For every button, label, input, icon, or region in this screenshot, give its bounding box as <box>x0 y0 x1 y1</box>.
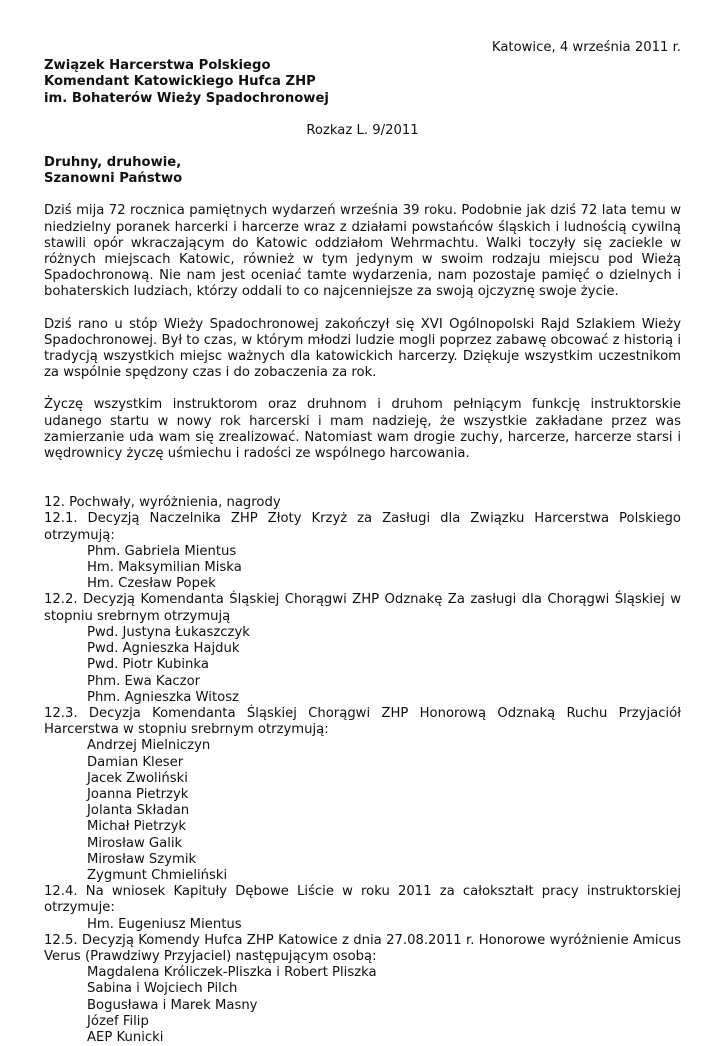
recipient-list <box>44 625 681 706</box>
award-item <box>44 592 681 705</box>
greeting-line: Druhny, druhowie, <box>44 155 182 171</box>
paragraph: Dziś mija 72 rocznica pamiętnych wydarzeń września 39 roku. Podobnie jak dziś 72 lata temu w niedzielny poranek harcerki i harcerze wraz z działami powstańców śląskich i ludnością cywilną stawili opór wkraczającym do Katowic oddziałom Wehrmachtu. Walki toczyły się zaciekle w różnych miejscach Katowic, również w tym jedynym w swoim rodzaju miejscu pod Wieżą Spadochronową. Nie nam jest oceniać tamte wydarzenia, nam pozostaje pamięć o dzielnych i bohaterskich ludziach, którzy oddali to co najcenniejsze za swoją ojczyznę swoje życie. <box>44 203 681 300</box>
recipient: Hm. Maksymilian Miska <box>87 560 242 576</box>
recipient: Phm. Gabriela Mientus <box>87 543 237 559</box>
award-text: 12.2. Decyzją Komendanta Śląskiej Chorągwi ZHP Odznakę Za zasługi dla Chorągwi Śląskiej w stopniu srebrnym otrzymują <box>44 592 681 624</box>
award-text: 12.1. Decyzją Naczelnika ZHP Złoty Krzyż za Zasługi dla Związku Harcerstwa Polskiego otrzymują: <box>44 511 681 543</box>
recipient: Phm. Agnieszka Witosz <box>87 689 239 705</box>
organization-name: Związek Harcerstwa Polskiego <box>44 58 271 74</box>
recipient: Sabina i Wojciech Pilch <box>87 981 238 997</box>
award-item <box>44 884 681 933</box>
recipient: Magdalena Króliczek-Pliszka i Robert Pliszka <box>87 965 377 981</box>
recipient: Bogusława i Marek Masny <box>87 997 258 1013</box>
recipient: Phm. Ewa Kaczor <box>87 673 201 689</box>
recipient: Zygmunt Chmieliński <box>87 867 228 883</box>
recipient: AEP Kunicki <box>87 1029 164 1045</box>
section-title: 12. Pochwały, wyróżnienia, nagrody <box>44 495 281 511</box>
award-item <box>44 933 681 1046</box>
recipient-list <box>44 544 681 593</box>
award-text: 12.3. Decyzja Komendanta Śląskiej Chorągwi ZHP Honorową Odznaką Ruchu Przyjaciół Harcerstwa w stopniu srebrnym otrzymują: <box>44 705 681 738</box>
recipient: Pwd. Justyna Łukaszczyk <box>87 624 250 640</box>
letterhead <box>44 58 681 107</box>
recipient: Michał Pietrzyk <box>87 819 187 835</box>
award-item <box>44 511 681 592</box>
recipient-list <box>44 917 681 933</box>
order-title: Rozkaz L. 9/2011 <box>306 122 419 138</box>
recipient: Andrzej Mielniczyn <box>87 738 211 754</box>
recipient: Jolanta Składan <box>87 803 190 819</box>
recipient: Jacek Zwoliński <box>87 770 188 786</box>
recipient: Pwd. Agnieszka Hajduk <box>87 641 240 657</box>
recipient: Pwd. Piotr Kubinka <box>87 657 209 673</box>
award-text: 12.5. Decyzją Komendy Hufca ZHP Katowice z dnia 27.08.2011 r. Honorowe wyróżnienie Amicus Verus (Prawdziwy Przyjaciel) następującym osobą: <box>44 932 681 964</box>
recipient: Józef Filip <box>87 1013 149 1029</box>
recipient-list <box>44 965 681 1046</box>
paragraph: Życzę wszystkim instruktorom oraz druhnom i druhom pełniącym funkcję instruktorskie udanego startu w nowy rok harcerski i mam nadzieję, że wszystkie zakładane przez was zamierzanie uda wam się zrealizować. Natomiast wam drogie zuchy, harcerze, harcerze starsi i wędrownicy życzę uśmiechu i radości ze wspólnego harcowania. <box>44 397 681 462</box>
recipient: Mirosław Galik <box>87 835 183 851</box>
hufiec-name: im. Bohaterów Wieży Spadochronowej <box>44 90 329 106</box>
document-page <box>44 40 681 1046</box>
recipient-list <box>44 738 681 884</box>
recipient: Joanna Pietrzyk <box>87 786 189 802</box>
commander-title: Komendant Katowickiego Hufca ZHP <box>44 74 316 90</box>
award-text: 12.4. Na wniosek Kapituły Dębowe Liście w roku 2011 za całokształt pracy instruktorskiej otrzymuje: <box>44 884 681 916</box>
date-line: Katowice, 4 września 2011 r. <box>491 40 681 55</box>
greeting <box>44 155 681 187</box>
recipient: Damian Kleser <box>87 754 184 770</box>
recipient: Hm. Czesław Popek <box>87 576 216 592</box>
greeting-line: Szanowni Państwo <box>44 171 183 187</box>
recipient: Hm. Eugeniusz Mientus <box>87 916 242 932</box>
recipient: Mirosław Szymik <box>87 851 197 867</box>
paragraph: Dziś rano u stóp Wieży Spadochronowej zakończył się XVI Ogólnopolski Rajd Szlakiem Wieży Spadochronowej. Był to czas, w którym młodzi ludzie mogli poprzez zabawę obcować z historią i tradycją wszystkich miejsc ważnych dla katowickich harcerzy. Dziękuje wszystkim uczestnikom za wspólnie spędzony czas i do zobaczenia za rok. <box>44 316 681 381</box>
award-item <box>44 706 681 884</box>
